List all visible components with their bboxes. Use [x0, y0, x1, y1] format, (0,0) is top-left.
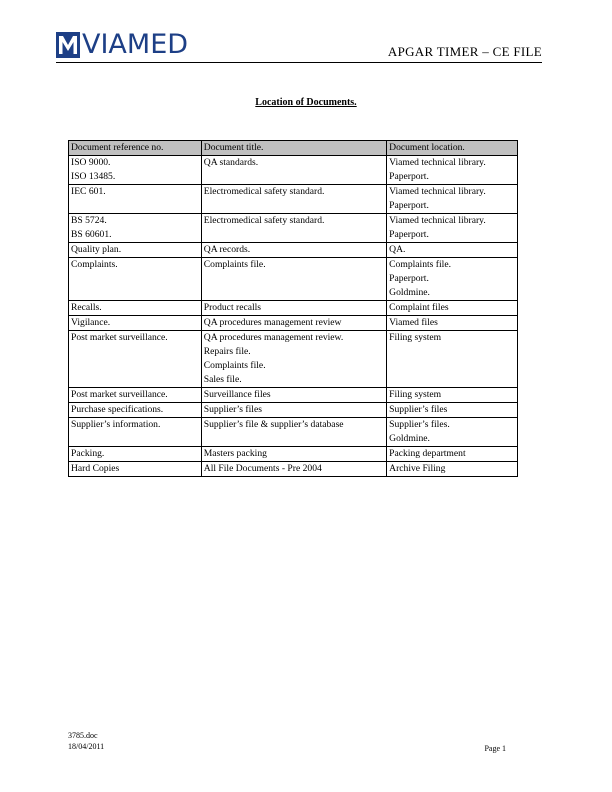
cell-line: Supplier’s files	[203, 404, 262, 415]
table-cell	[387, 156, 518, 185]
table-cell	[69, 418, 202, 447]
cell-line: Complaints.	[71, 259, 118, 270]
table-cell	[201, 301, 386, 316]
cell-line: All File Documents - Pre 2004	[203, 463, 322, 474]
cell-line: BS 60601.	[71, 229, 112, 240]
table-cell	[387, 316, 518, 331]
table-cell	[69, 301, 202, 316]
table-cell	[387, 185, 518, 214]
table-cell	[201, 185, 386, 214]
table-row	[69, 156, 518, 185]
table-header-row	[69, 141, 518, 156]
cell-line: Viamed technical library.	[389, 157, 486, 168]
cell-line: Paperport.	[389, 200, 429, 211]
cell-line: Viamed technical library.	[389, 186, 486, 197]
cell-line: QA procedures management review.	[203, 332, 344, 343]
table-cell	[69, 156, 202, 185]
table-cell	[387, 214, 518, 243]
cell-line: Repairs file.	[203, 346, 251, 357]
table-cell	[69, 462, 202, 477]
cell-line: Archive Filing	[389, 463, 446, 474]
table-row	[69, 214, 518, 243]
table-cell	[201, 403, 386, 418]
cell-line: Vigilance.	[71, 317, 111, 328]
cell-line: ISO 9000.	[71, 157, 111, 168]
table-row	[69, 447, 518, 462]
table-cell	[69, 447, 202, 462]
cell-line: Purchase specifications.	[71, 404, 164, 415]
viamed-logo-mark-icon	[56, 32, 80, 58]
table-cell	[201, 258, 386, 301]
table-cell	[69, 214, 202, 243]
table-row	[69, 331, 518, 388]
column-header: Document title.	[201, 141, 386, 156]
cell-line: QA standards.	[203, 157, 259, 168]
footer-page-number: Page 1	[484, 744, 506, 753]
table-cell	[69, 403, 202, 418]
cell-line: QA.	[389, 244, 406, 255]
table-row	[69, 418, 518, 447]
logo-text: VIAMED	[82, 29, 189, 60]
cell-line: Complaints file.	[203, 360, 266, 371]
cell-line: Packing department	[389, 448, 466, 459]
cell-line: Complaints file.	[203, 259, 266, 270]
cell-line: Supplier’s files.	[389, 419, 450, 430]
cell-line: Filing system	[389, 389, 442, 400]
cell-line: Complaints file.	[389, 259, 451, 270]
table-cell	[387, 447, 518, 462]
page-heading: Location of Documents.	[255, 97, 357, 108]
table-cell	[387, 462, 518, 477]
table-cell	[201, 243, 386, 258]
column-header: Document location.	[387, 141, 518, 156]
cell-line: QA procedures management review	[203, 317, 342, 328]
cell-line: Supplier’s information.	[71, 419, 161, 430]
footer-date: 18/04/2011	[68, 742, 105, 751]
cell-line: Post market surveillance.	[71, 332, 168, 343]
table-cell	[69, 185, 202, 214]
cell-line: QA records.	[203, 244, 251, 255]
cell-line: Product recalls	[203, 302, 262, 313]
table-body	[69, 156, 518, 477]
cell-line: Supplier’s files	[389, 404, 448, 415]
cell-line: Electromedical safety standard.	[203, 215, 325, 226]
cell-line: Surveillance files	[203, 389, 271, 400]
table-cell	[201, 156, 386, 185]
column-header: Document reference no.	[69, 141, 202, 156]
cell-line: Complaint files	[389, 302, 449, 313]
table-cell	[69, 331, 202, 388]
cell-line: BS 5724.	[71, 215, 107, 226]
table-cell	[387, 301, 518, 316]
table-cell	[201, 316, 386, 331]
table-cell	[69, 316, 202, 331]
cell-line: Recalls.	[71, 302, 102, 313]
footer-file-info	[68, 730, 104, 752]
viamed-logo	[56, 30, 188, 60]
table-cell	[201, 331, 386, 388]
table-row	[69, 185, 518, 214]
cell-line: Supplier’s file & supplier’s database	[203, 419, 344, 430]
cell-line: Viamed files	[389, 317, 438, 328]
table-cell	[69, 388, 202, 403]
table-cell	[69, 258, 202, 301]
cell-line: ISO 13485.	[71, 171, 116, 182]
cell-line: Goldmine.	[389, 287, 430, 298]
table-cell	[387, 388, 518, 403]
table-cell	[387, 403, 518, 418]
footer-filename: 3785.doc	[68, 731, 98, 740]
cell-line: Paperport.	[389, 229, 429, 240]
cell-line: Sales file.	[203, 374, 242, 385]
table-row	[69, 462, 518, 477]
cell-line: Viamed technical library.	[389, 215, 486, 226]
table-cell	[201, 388, 386, 403]
cell-line: Post market surveillance.	[71, 389, 168, 400]
cell-line: Paperport.	[389, 171, 429, 182]
cell-line: Hard Copies	[71, 463, 120, 474]
header-title: APGAR TIMER – CE FILE	[387, 44, 542, 59]
cell-line: Filing system	[389, 332, 442, 343]
table-cell	[387, 331, 518, 388]
documents-table	[68, 140, 518, 477]
cell-line: Masters packing	[203, 448, 267, 459]
table-cell	[201, 447, 386, 462]
table-cell	[201, 214, 386, 243]
cell-line: Paperport.	[389, 273, 429, 284]
table-row	[69, 403, 518, 418]
table-row	[69, 316, 518, 331]
cell-line: IEC 601.	[71, 186, 106, 197]
table-cell	[387, 258, 518, 301]
table-cell	[201, 462, 386, 477]
cell-line: Packing.	[71, 448, 105, 459]
table-cell	[387, 418, 518, 447]
header-divider	[56, 62, 542, 63]
table-cell	[201, 418, 386, 447]
table-row	[69, 243, 518, 258]
cell-line: Goldmine.	[389, 433, 430, 444]
table-row	[69, 301, 518, 316]
cell-line: Quality plan.	[71, 244, 122, 255]
table-row	[69, 388, 518, 403]
cell-line: Electromedical safety standard.	[203, 186, 325, 197]
table-cell	[387, 243, 518, 258]
table-cell	[69, 243, 202, 258]
table-row	[69, 258, 518, 301]
